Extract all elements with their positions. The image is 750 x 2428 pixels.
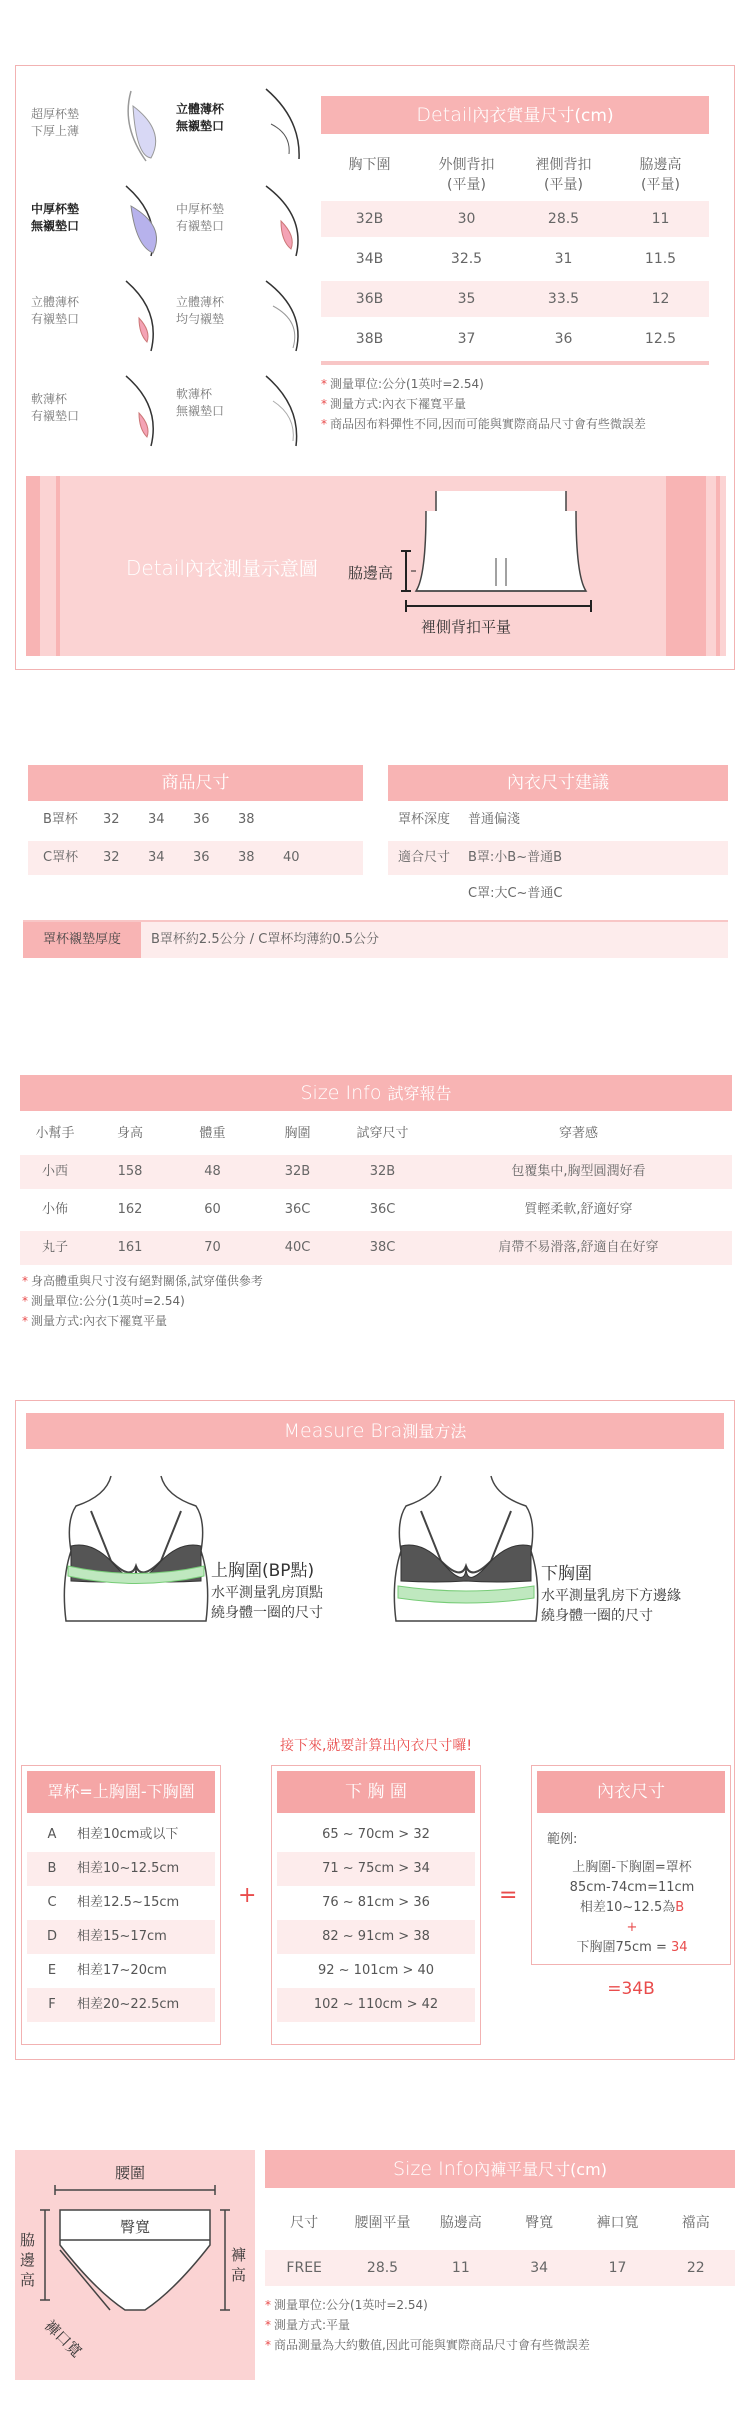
cup-row: D 相差15~17cm [27,1920,215,1954]
cup-type-label: 立體薄杯 有襯墊口 [31,295,80,326]
equals-sign: = [499,1883,518,1908]
fit-size-row: C罩:大C~普通C [468,886,563,901]
under-bust-torso-icon [386,1471,546,1631]
cup-type-label: 立體薄杯 無襯墊口 [176,102,225,133]
product-size-row: C罩杯 32 34 36 38 40 [28,841,363,875]
cup-row: C 相差12.5~15cm [47,1895,180,1910]
under-bust-box [271,1765,481,2045]
measure-notes: * 測量單位:公分(1英吋=2.54) * 測量方式:內衣下襬寬平量 * 商品因布料彈性不同,因而可能與實際商品尺寸會有些微誤差 [321,377,646,431]
size-advice-title: 內衣尺寸建議 [388,765,728,801]
cup-profile-icon [251,371,311,451]
cup-calc-box [21,1765,221,2045]
bra-detail-section [15,65,735,670]
table-row: 34B 32.5 31 11.5 [355,251,677,267]
upper-bust-desc: 水平測量乳房頂點 繞身體一圈的尺寸 [211,1585,323,1621]
table-row: 38B 37 36 12.5 [355,331,677,347]
table-row: 小佈 162 60 36C 36C 質輕柔軟,舒適好穿 [41,1202,633,1217]
under-row: 92 ~ 101cm > 40 [317,1963,435,1978]
table-row: 32B 30 28.5 11 [321,201,709,237]
product-size-title: 商品尺寸 [28,765,363,801]
fitting-report-section [0,1075,750,1335]
cup-profile-icon [111,181,171,261]
upper-bust-torso-icon [56,1471,216,1631]
measure-method-title: Measure Bra測量方法 [26,1413,724,1449]
table-row: 36B 35 33.5 12 [321,281,709,317]
bra-diagram-banner [26,476,726,656]
hip-label: 臀寬 [120,2218,151,2236]
pad-thickness-value: B罩杯約2.5公分 / C罩杯均薄約0.5公分 [151,932,379,947]
side-height-label: 脇邊高 [348,564,394,582]
back-width-label: 裡側背扣平量 [421,618,512,636]
panties-diagram [15,2150,255,2380]
pad-thickness-label: 罩杯襯墊厚度 [23,922,141,958]
next-step-text: 接下來,就要計算出內衣尺寸囉! [279,1738,473,1754]
leg-opening-label: 褲口寬 [40,2316,86,2361]
measure-method-section [15,1400,735,2060]
table-divider [321,361,709,365]
table-row: 小西 158 48 32B 32B 包覆集中,胸型圓潤好看 [20,1155,732,1189]
bra-size-table-title: Detail內衣實量尺寸(cm) [321,96,709,134]
result-box [531,1765,731,1965]
side-height-label: 脇 邊 高 [20,2231,36,2289]
example-calc: 上胸圍-下胸圍=罩杯 85cm-74cm=11cm 相差10~12.5為B + 下胸圍75cm = 34 [569,1860,695,1955]
cup-type-label: 軟薄杯 無襯墊口 [176,387,225,418]
plus-sign: + [238,1883,257,1908]
cup-type-label: 中厚杯墊 無襯墊口 [31,202,80,233]
fitting-report-header: 小幫手 身高 體重 胸圍 試穿尺寸 穿著感 [35,1126,598,1141]
measure-lines-icon [361,546,661,626]
under-bust-title: 下胸圍 [541,1564,592,1584]
product-size-section [28,765,728,965]
cup-profile-icon [251,181,311,261]
bra-size-table-header: 胸下圍 外側背扣 (平量) 裡側背扣 (平量) 脇邊高 (平量) [348,157,682,193]
panties-size-header: 尺寸 腰圍平量 脇邊高 臀寬 褲口寬 襠高 [290,2215,710,2231]
fitting-report-title: Size Info 試穿報告 [20,1075,732,1111]
cup-calc-title: 罩杯=上胸圍-下胸圍 [27,1771,215,1813]
cup-type-label: 軟薄杯 有襯墊口 [31,392,80,423]
cup-depth-row: 罩杯深度 普通偏淺 [398,812,521,827]
example-label: 範例: [547,1832,578,1847]
cup-profile-icon [111,276,171,356]
under-row: 71 ~ 75cm > 34 [277,1852,475,1886]
cup-type-label: 立體薄杯 均勻襯墊 [176,295,225,326]
cup-profile-icon [111,371,171,451]
panties-size-title: Size Info內褲平量尺寸(cm) [265,2150,735,2188]
waist-label: 腰圍 [115,2164,146,2182]
rise-label: 褲 高 [231,2246,247,2284]
cup-profile-icon [111,86,171,166]
panties-notes: * 測量單位:公分(1英吋=2.54) * 測量方式:平量 * 商品測量為大約數值,因此可能與實際商品尺寸會有些微誤差 [265,2298,590,2352]
fit-size-row: 適合尺寸 B罩:小B~普通B [388,841,728,875]
table-row: 丸子 161 70 40C 38C 肩帶不易滑落,舒適自在好穿 [20,1231,732,1265]
under-row: 65 ~ 70cm > 32 [322,1827,430,1842]
example-result: =34B [607,1979,655,1999]
cup-row: B 相差10~12.5cm [27,1852,215,1886]
panties-outline-icon [15,2150,255,2380]
cup-row: E 相差17~20cm [47,1963,167,1978]
table-row: FREE 28.5 11 34 17 22 [265,2250,735,2286]
under-row: 102 ~ 110cm > 42 [277,1988,475,2022]
under-bust-desc: 水平測量乳房下方邊緣 繞身體一圈的尺寸 [541,1588,681,1624]
cup-row: A 相差10cm或以下 [47,1827,179,1842]
panties-size-section [265,2150,735,2410]
cup-row: F 相差20~22.5cm [27,1988,215,2022]
banner-title: Detail內衣測量示意圖 [126,556,318,580]
cup-profile-icon [251,84,311,164]
result-title: 內衣尺寸 [537,1771,725,1813]
product-size-row: B罩杯 32 34 36 38 [43,812,255,827]
pad-thickness-row [23,920,728,958]
under-row: 76 ~ 81cm > 36 [322,1895,430,1910]
cup-type-label: 超厚杯墊 下厚上薄 [31,107,80,138]
upper-bust-title: 上胸圍(BP點) [211,1561,315,1581]
cup-profile-icon [251,276,311,356]
cup-type-label: 中厚杯墊 有襯墊口 [176,202,225,233]
fitting-notes: * 身高體重與尺寸沒有絕對關係,試穿僅供參考 * 測量單位:公分(1英吋=2.54) * 測量方式:內衣下襬寬平量 [22,1274,263,1328]
under-bust-box-title: 下 胸 圍 [277,1771,475,1813]
under-row: 82 ~ 91cm > 38 [277,1920,475,1954]
